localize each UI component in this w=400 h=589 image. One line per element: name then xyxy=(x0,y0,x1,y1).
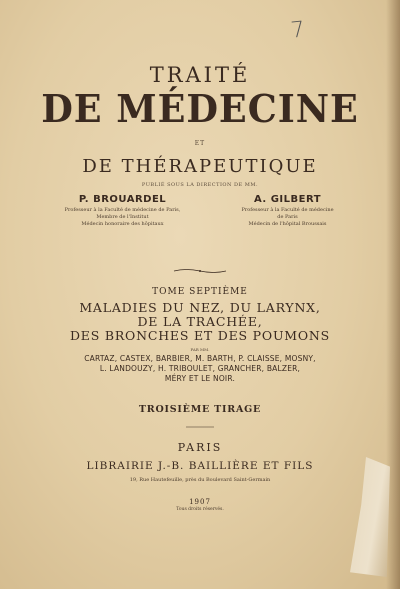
contributor-line: L. LANDOUZY, H. TRIBOULET, GRANCHER, BALZER, xyxy=(99,364,301,373)
subject-line: DES BRONCHES ET DES POUMONS xyxy=(69,328,331,343)
author-desc-line: de Paris xyxy=(277,214,298,220)
city-label: PARIS xyxy=(177,441,223,454)
author-description xyxy=(215,207,360,228)
par-label: PAR MM. xyxy=(190,347,210,352)
ornament-divider xyxy=(172,268,228,274)
rights-notice: Tous droits réservés. xyxy=(176,507,224,512)
author-desc-line: Membre de l'Institut xyxy=(96,214,149,220)
subject-line: DE LA TRACHÉE, xyxy=(137,314,263,329)
contributors-block xyxy=(0,354,400,384)
author-desc-line: Médecin de l'hôpital Broussais xyxy=(248,221,327,227)
contributor-line: MÉRY ET LE NOIR. xyxy=(164,374,236,383)
direction-line: PUBLIÉ SOUS LA DIRECTION DE MM. xyxy=(141,182,259,188)
subject-block xyxy=(0,301,400,343)
author-desc-line: Médecin honoraire des hôpitaux xyxy=(81,221,164,227)
torn-corner xyxy=(350,457,390,577)
title-connector: ET xyxy=(194,140,206,147)
tirage-label: TROISIÈME TIRAGE xyxy=(138,404,262,415)
ornament-divider-small xyxy=(184,424,216,430)
authors-block xyxy=(50,194,360,228)
title-line-3: DE THÉRAPEUTIQUE xyxy=(82,156,318,177)
author-desc-line: Professeur à la Faculté de médecine de Paris, xyxy=(64,207,181,213)
title-line-1: TRAITÉ xyxy=(149,63,251,87)
contributor-line: CARTAZ, CASTEX, BARBIER, M. BARTH, P. CLAISSE, MOSNY, xyxy=(84,354,316,363)
tome-label: TOME SEPTIÈME xyxy=(152,287,248,297)
subject-line: MALADIES DU NEZ, DU LARYNX, xyxy=(79,300,321,315)
publisher-label: LIBRAIRIE J.-B. BAILLIÈRE ET FILS xyxy=(86,460,314,472)
author-description xyxy=(50,207,195,228)
author-name: A. GILBERT xyxy=(253,194,322,205)
handwritten-mark: 7 xyxy=(289,17,307,44)
publisher-address: 19, Rue Hautefeuille, près du Boulevard Saint-Germain xyxy=(129,477,271,483)
author-left xyxy=(50,194,195,228)
author-name: P. BROUARDEL xyxy=(78,194,167,205)
author-right xyxy=(215,194,360,228)
publication-year: 1907 xyxy=(189,498,211,506)
title-line-2: DE MÉDECINE xyxy=(41,86,359,131)
author-desc-line: Professeur à la Faculté de médecine xyxy=(241,207,334,213)
